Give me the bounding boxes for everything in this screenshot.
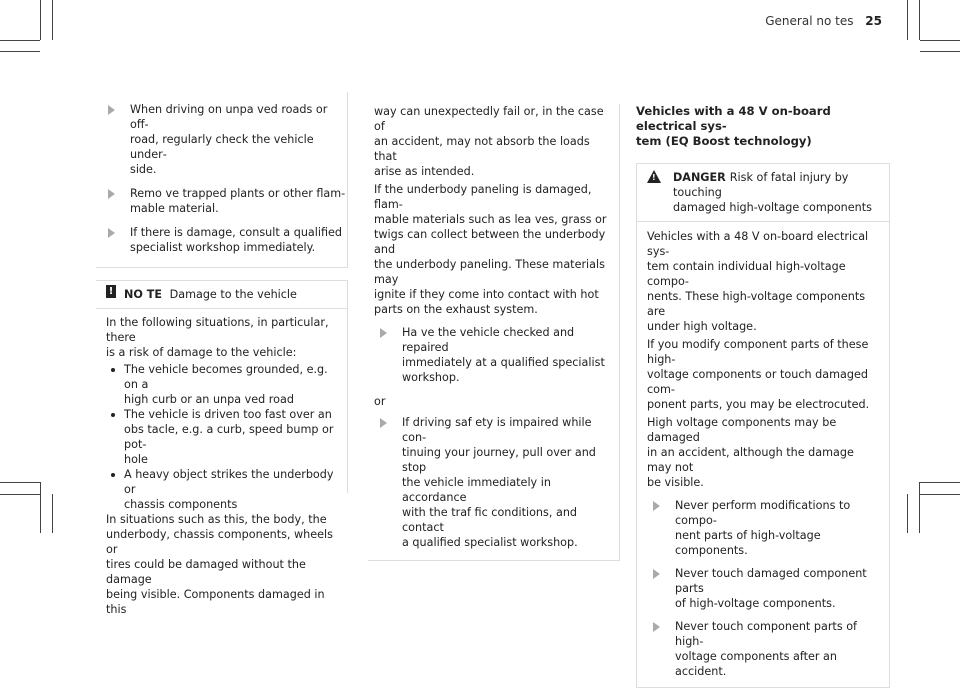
paragraph: If you modify component parts of these high- voltage components or touch damaged com‑ ponent parts, you may be electrocuted.: [647, 338, 870, 411]
section-heading: Vehicles with a 48 V on-board electrical sys‑ tem (EQ Boost technology): [636, 104, 831, 148]
crop-mark: [919, 0, 920, 40]
arrow-icon: [653, 622, 660, 632]
crop-mark: [52, 494, 53, 533]
danger-title: Risk of fatal injury by touching damaged high-voltage components: [673, 171, 872, 214]
crop-mark: [0, 51, 40, 52]
crop-mark: [919, 482, 920, 533]
bullet-item: Never touch damaged component parts of high-voltage components.: [647, 566, 879, 611]
or-text: or: [374, 395, 386, 408]
list-item: The vehicle becomes grounded, e.g. on a high curb or an unpa ved road: [106, 362, 335, 407]
crop-mark: [40, 0, 41, 40]
bullet-item: Remo ve trapped plants or other flam‑ mable material.: [96, 186, 347, 216]
crop-mark: [52, 0, 53, 40]
crop-mark: [920, 494, 960, 495]
note-intro: In the following situations, in particular, there is a risk of damage to the vehicle:: [106, 316, 329, 359]
crop-mark: [907, 0, 908, 40]
paragraph: If the underbody paneling is damaged, flam‑ mable materials such as lea ves, grass or twigs can collect between the underbody and the underbody paneling. These materials may ignite if they come into contact with hot parts on the exhaust system.: [374, 183, 607, 316]
note-outro: In situations such as this, the body, the underbody, chassis components, wheels or tires could be damaged without the damage being visible. Components damaged in this: [106, 513, 333, 616]
list-item: The vehicle is driven too fast over an obs tacle, e.g. a curb, speed bump or pot‑ hole: [106, 407, 335, 467]
bullet-item: If driving saf ety is impaired while con‑ tinuing your journey, pull over and stop the vehicle immediately in accordance with the traf fic conditions, and contact a qualified specialist workshop.: [374, 415, 607, 550]
warning-triangle-icon: !: [647, 170, 661, 183]
crop-mark: [907, 494, 908, 533]
danger-box: [636, 163, 890, 688]
arrow-icon: [380, 418, 387, 428]
danger-header: [637, 164, 889, 222]
list-item: A heavy object strikes the underbody or chassis components: [106, 467, 335, 512]
danger-body: [637, 222, 889, 687]
crop-mark: [920, 482, 960, 483]
note-header: [96, 281, 347, 309]
crop-mark: [0, 40, 40, 41]
danger-label: DANGER: [673, 171, 726, 184]
paragraph: Vehicles with a 48 V on-board electrical sys‑ tem contain individual high-voltage compo‑ nents. These high-voltage components are under high voltage.: [647, 230, 869, 333]
bullet-item: Never perform modifications to compo‑ nent parts of high-voltage components.: [647, 498, 879, 558]
arrow-icon: [380, 328, 387, 338]
crop-mark: [0, 482, 40, 483]
note-continuation: [368, 104, 620, 561]
bullet-item: Never touch component parts of high- voltage components after an accident.: [647, 619, 879, 679]
section-title: General no tes: [765, 14, 854, 28]
crop-mark: [40, 482, 41, 533]
arrow-icon: [108, 189, 115, 199]
exclamation-icon: !: [106, 285, 116, 298]
arrow-icon: [108, 105, 115, 115]
bullet-item: When driving on unpa ved roads or off‑ road, regularly check the vehicle under‑ side.: [96, 102, 347, 177]
page-number: 25: [865, 14, 882, 28]
arrow-icon: [653, 501, 660, 511]
arrow-icon: [108, 228, 115, 238]
bullet-item: Ha ve the vehicle checked and repaired immediately at a qualified specialist workshop.: [374, 325, 607, 385]
paragraph: High voltage components may be damaged in an accident, although the damage may not be visible.: [647, 416, 854, 489]
crop-mark: [0, 494, 40, 495]
paragraph: way can unexpectedly fail or, in the case of an accident, may not absorb the loads that arise as intended.: [374, 105, 604, 178]
column-1: [96, 92, 348, 616]
bullet-box: [96, 92, 348, 268]
bullet-item: If there is damage, consult a qualified specialist workshop immediately.: [96, 225, 347, 255]
column-2: [368, 104, 620, 561]
crop-mark: [920, 51, 960, 52]
note-label: NO TE: [124, 288, 163, 301]
column-3: [636, 104, 890, 688]
note-box: [96, 280, 348, 616]
page-header: [765, 14, 882, 29]
arrow-icon: [653, 569, 660, 579]
note-title: Damage to the vehicle: [169, 288, 297, 301]
crop-mark: [920, 40, 960, 41]
